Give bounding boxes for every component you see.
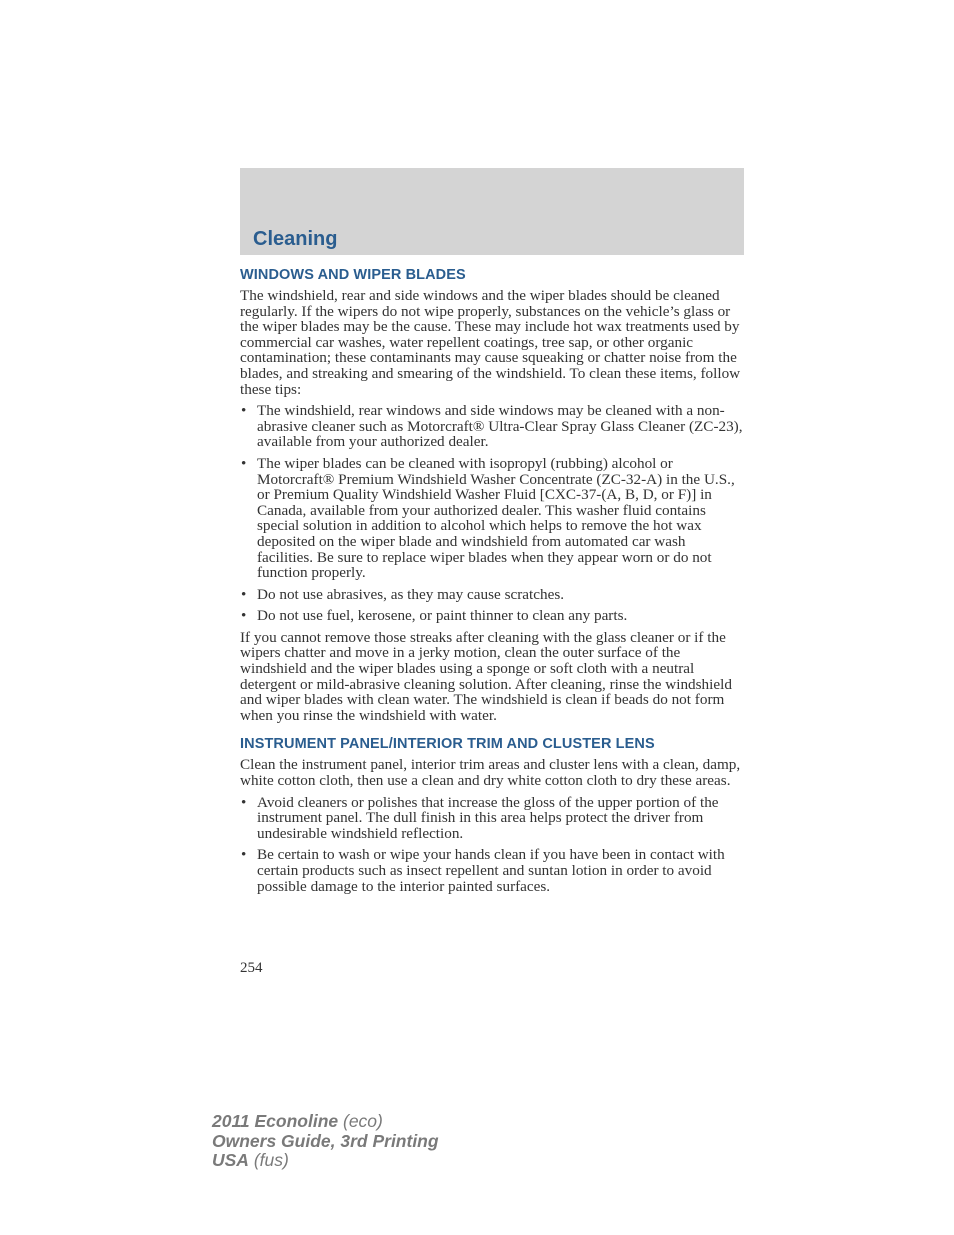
footer-line-model bbox=[212, 1112, 439, 1132]
list-item: • The windshield, rear windows and side windows may be cleaned with a non-abrasive cleaner such as Motorcraft® Ultra-Clear Spray Glass Cleaner (ZC-23), available from your authorized dealer. bbox=[240, 403, 744, 450]
publication-footer bbox=[212, 1112, 439, 1171]
chapter-header-band bbox=[240, 168, 744, 255]
footer-guide-title: Owners Guide, 3rd Printing bbox=[212, 1130, 439, 1151]
windows-wipers-intro: The windshield, rear and side windows and the wiper blades should be cleaned regularly. If the wipers do not wipe properly, substances on the vehicle’s glass or the wiper blades may be the cause. These may include hot wax treatments used by commercial car washes, water repellent coatings, tree sap, or other organic contamination; these contaminants may cause squeaking or chatter noise from the blades, and streaking and smearing of the windshield. To clean these items, follow these tips: bbox=[240, 287, 741, 398]
page-number: 254 bbox=[240, 960, 263, 976]
footer-model-name: 2011 Econoline bbox=[212, 1111, 339, 1131]
section-heading-instrument-panel: INSTRUMENT PANEL/INTERIOR TRIM AND CLUSTER LENS bbox=[240, 736, 655, 753]
windows-wipers-outro: If you cannot remove those streaks after cleaning with the glass cleaner or if the wipers chatter and move in a jerky motion, clean the outer surface of the windshield and the wiper blades using a sponge or soft cloth with a neutral detergent or mild-abrasive cleaning solution. After cleaning, rinse the windshield and wiper blades with clean water. The windshield is clean if beads do not form when you rinse the windshield with water. bbox=[240, 628, 732, 724]
list-item: • The wiper blades can be cleaned with isopropyl (rubbing) alcohol or Motorcraft® Premium Windshield Washer Concentrate (ZC-32-A) in the U.S., or Premium Quality Windshield Washer Fluid [CXC-37-(A, B, D, or F)] in Canada, available from your authorized dealer. This washer fluid contains special solution in addition to alcohol which helps to remove the hot wax deposited on the wiper blade and windshield from automated car wash facilities. Be sure to replace wiper blades when they appear worn or do not function properly. bbox=[240, 456, 744, 581]
instrument-panel-tips-list bbox=[240, 795, 744, 895]
list-item: • Do not use fuel, kerosene, or paint thinner to clean any parts. bbox=[240, 608, 744, 624]
list-item: • Be certain to wash or wipe your hands clean if you have been in contact with certain products such as insect repellent and suntan lotion in order to avoid possible damage to the interior painted surfaces. bbox=[240, 847, 744, 894]
footer-region: USA bbox=[212, 1150, 249, 1170]
chapter-title: Cleaning bbox=[253, 228, 338, 250]
page-content bbox=[240, 266, 744, 900]
list-item: • Avoid cleaners or polishes that increase the gloss of the upper portion of the instrument panel. The dull finish in this area helps protect the driver from undesirable windshield reflection. bbox=[240, 795, 744, 842]
section-heading-windows-wipers: WINDOWS AND WIPER BLADES bbox=[240, 267, 466, 283]
footer-line-guide bbox=[212, 1132, 439, 1152]
list-item: • Do not use abrasives, as they may cause scratches. bbox=[240, 587, 744, 603]
footer-region-code: (fus) bbox=[248, 1150, 289, 1170]
windows-wipers-tips-list bbox=[240, 403, 744, 624]
footer-line-region bbox=[212, 1151, 439, 1171]
instrument-panel-intro: Clean the instrument panel, interior trim areas and cluster lens with a clean, damp, white cotton cloth, then use a clean and dry white cotton cloth to dry these areas. bbox=[240, 756, 741, 790]
footer-model-code: (eco) bbox=[338, 1111, 383, 1131]
